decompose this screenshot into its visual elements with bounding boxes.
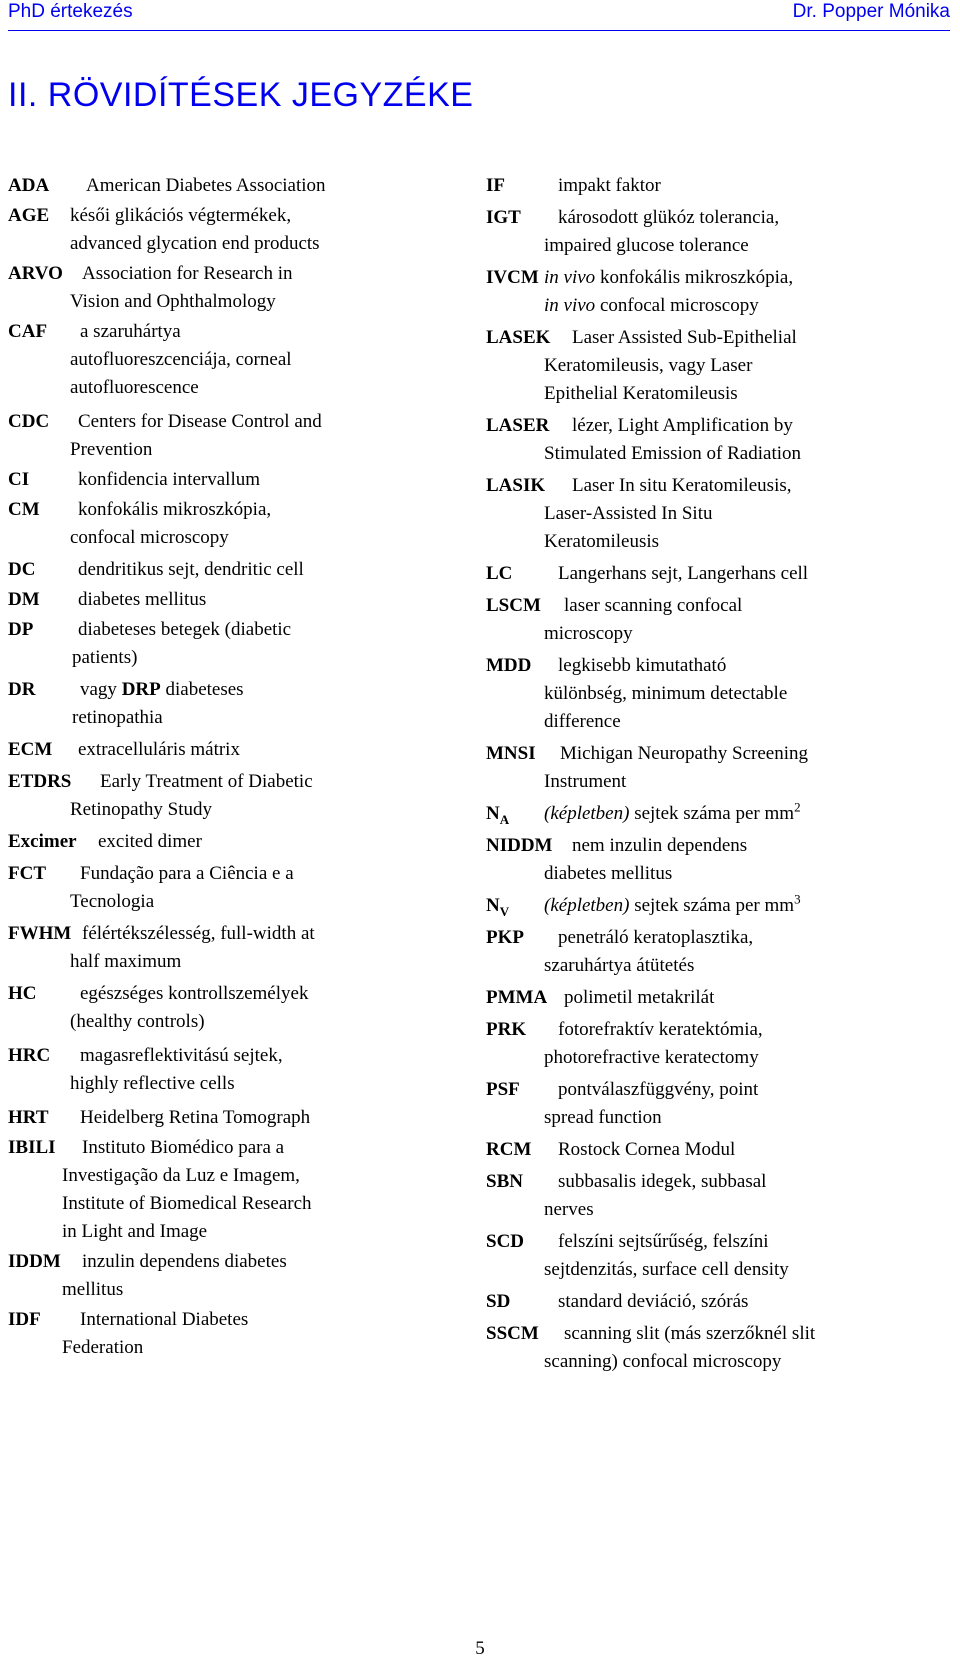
glossary-entry: [486, 832, 952, 888]
glossary-entry: [8, 828, 478, 856]
definition-line: highly reflective cells: [70, 1073, 235, 1094]
right-column: [486, 172, 952, 1380]
entry-abbreviation: PRK: [486, 1016, 530, 1044]
entry-definition: [8, 586, 478, 614]
entry-definition: [8, 616, 478, 672]
definition-line: lézer, Light Amplification by: [572, 415, 793, 436]
entry-abbreviation: IDF: [8, 1306, 45, 1334]
entry-definition: [486, 924, 952, 980]
entry-abbreviation: HRC: [8, 1042, 54, 1070]
entry-definition: [486, 324, 952, 408]
entry-abbreviation: SSCM: [486, 1320, 543, 1348]
entry-abbreviation: SCD: [486, 1228, 528, 1256]
entry-abbreviation: PKP: [486, 924, 528, 952]
entry-abbreviation: PMMA: [486, 984, 551, 1012]
entry-abbreviation: FCT: [8, 860, 50, 888]
superscript: 3: [794, 891, 801, 907]
entry-definition: [8, 1104, 478, 1132]
definition-line: Instituto Biomédico para a: [82, 1137, 285, 1158]
definition-line: konfokális mikroszkópia,: [78, 499, 272, 520]
definition-line: impaired glucose tolerance: [544, 235, 749, 256]
definition-line: patients): [72, 647, 138, 668]
definition-line: sejtdenzitás, surface cell density: [544, 1259, 789, 1280]
entry-abbreviation: LSCM: [486, 592, 545, 620]
glossary-entry: [8, 1248, 478, 1304]
superscript: 2: [794, 799, 801, 815]
entry-abbreviation: LASEK: [486, 324, 554, 352]
definition-line: Rostock Cornea Modul: [558, 1139, 736, 1160]
definition-line: pontválaszfüggvény, point: [558, 1079, 759, 1100]
definition-line: photorefractive keratectomy: [544, 1047, 759, 1068]
abbreviation-subscript: V: [499, 903, 510, 919]
definition-line: advanced glycation end products: [70, 233, 320, 254]
glossary-entry: [8, 616, 478, 672]
definition-line: Federation: [62, 1337, 144, 1358]
entry-definition: [8, 408, 478, 464]
entry-definition: [8, 1042, 478, 1098]
definition-line: Keratomileusis: [544, 531, 660, 552]
entry-definition: [486, 172, 952, 200]
definition-line: szaruhártya átütetés: [544, 955, 695, 976]
entry-abbreviation: NIDDM: [486, 832, 557, 860]
definition-line: félértékszélesség, full-width at: [82, 923, 315, 944]
definition-line: Langerhans sejt, Langerhans cell: [558, 563, 809, 584]
page-number: 5: [475, 1638, 485, 1659]
entry-abbreviation: CM: [8, 496, 44, 524]
glossary-entry: [486, 1288, 952, 1316]
glossary-entry: [486, 740, 952, 796]
glossary-entry: [8, 172, 478, 200]
glossary-entry: [8, 318, 478, 402]
definition-line: spread function: [544, 1107, 662, 1128]
header-left: PhD értekezés: [8, 1, 133, 22]
glossary-entry: [486, 1168, 952, 1224]
definition-line: Early Treatment of Diabetic: [100, 771, 313, 792]
glossary-entry: [8, 860, 478, 916]
glossary-entry: [486, 204, 952, 260]
entry-definition: [8, 1248, 478, 1304]
entry-definition: [486, 1228, 952, 1284]
entry-definition: [8, 556, 478, 584]
definition-line: Fundação para a Ciência e a: [80, 863, 294, 884]
definition-line: konfidencia intervallum: [78, 469, 261, 490]
definition-line: Michigan Neuropathy Screening: [560, 743, 808, 764]
glossary-entry: [8, 768, 478, 824]
definition-line: Laser-Assisted In Situ: [544, 503, 713, 524]
entry-definition: [486, 652, 952, 736]
entry-definition: [486, 1076, 952, 1132]
glossary-entry: [8, 736, 478, 764]
glossary-entry: [8, 1306, 478, 1362]
entry-definition: [8, 466, 478, 494]
entry-abbreviation: $N_V$: [486, 892, 513, 920]
entry-abbreviation: MDD: [486, 652, 535, 680]
entry-abbreviation: ECM: [8, 736, 56, 764]
entry-abbreviation: HRT: [8, 1104, 53, 1132]
glossary-entry: [8, 676, 478, 732]
page-title: II. RÖVIDÍTÉSEK JEGYZÉKE: [8, 76, 474, 114]
abbreviation-subscript: A: [499, 811, 510, 827]
entry-abbreviation: SD: [486, 1288, 514, 1316]
glossary-entry: [8, 496, 478, 552]
definition-line: polimetil metakrilát: [564, 987, 715, 1008]
glossary-entry: [8, 556, 478, 584]
definition-line: nem inzulin dependens: [572, 835, 748, 856]
definition-line: Tecnologia: [70, 891, 155, 912]
definition-line: dendritikus sejt, dendritic cell: [78, 559, 304, 580]
entry-abbreviation: CI: [8, 466, 33, 494]
entry-definition: [486, 740, 952, 796]
definition-line: a szaruhártya: [80, 321, 181, 342]
definition-line: felszíni sejtsűrűség, felszíni: [558, 1231, 769, 1252]
definition-line: diabeteses betegek (diabetic: [78, 619, 292, 640]
entry-definition: [486, 1016, 952, 1072]
definition-line: (képletben) sejtek száma per $mm^2$: [544, 799, 801, 824]
entry-abbreviation: IVCM: [486, 264, 543, 292]
definition-line: penetráló keratoplasztika,: [558, 927, 754, 948]
entry-abbreviation: IGT: [486, 204, 525, 232]
entry-definition: [8, 318, 478, 402]
entry-abbreviation: MNSI: [486, 740, 540, 768]
glossary-entry: [486, 592, 952, 648]
glossary-entry: [486, 652, 952, 736]
entry-abbreviation: SBN: [486, 1168, 527, 1196]
entry-abbreviation: HC: [8, 980, 41, 1008]
glossary-entry: [486, 412, 952, 468]
glossary-entry: [8, 1134, 478, 1246]
definition-line: in vivo confocal microscopy: [544, 295, 759, 316]
entry-definition: [486, 592, 952, 648]
entry-abbreviation: LASER: [486, 412, 553, 440]
glossary-entry: [486, 264, 952, 320]
definition-line: egészséges kontrollszemélyek: [80, 983, 309, 1004]
header-right: Dr. Popper Mónika: [792, 1, 950, 22]
entry-definition: [8, 736, 478, 764]
entry-abbreviation: PSF: [486, 1076, 524, 1104]
entry-definition: [486, 984, 952, 1012]
definition-line: károsodott glükóz tolerancia,: [558, 207, 780, 228]
definition-line: Association for Research in: [82, 263, 293, 284]
definition-line: (healthy controls): [70, 1011, 205, 1032]
entry-definition: [8, 920, 478, 976]
definition-line: nerves: [544, 1199, 594, 1220]
glossary-entry: [486, 1016, 952, 1072]
glossary-entry: [8, 202, 478, 258]
definition-line: impakt faktor: [558, 175, 661, 196]
definition-line: difference: [544, 711, 621, 732]
page-header: [8, 0, 950, 31]
definition-line: autofluorescence: [70, 377, 199, 398]
entry-definition: [486, 204, 952, 260]
entry-definition: [486, 1288, 952, 1316]
entry-definition: [8, 860, 478, 916]
entry-definition: [486, 412, 952, 468]
entry-abbreviation: ARVO: [8, 260, 67, 288]
entry-definition: [486, 264, 952, 320]
glossary-entry: [8, 408, 478, 464]
definition-line: mellitus: [62, 1279, 124, 1300]
entry-definition: [8, 172, 478, 200]
definition-line: Prevention: [70, 439, 153, 460]
definition-line: (képletben) sejtek száma per $mm^3$: [544, 891, 801, 916]
glossary-entry: [486, 1320, 952, 1376]
definition-line: laser scanning confocal: [564, 595, 743, 616]
definition-line: standard deviáció, szórás: [558, 1291, 749, 1312]
definition-line: in vivo konfokális mikroszkópia,: [544, 267, 794, 288]
definition-line: scanning slit (más szerzőknél slit: [564, 1323, 816, 1344]
glossary-entry: [486, 892, 952, 920]
definition-line: vagy DRP diabeteses: [80, 679, 244, 700]
definition-line: autofluoreszcenciája, corneal: [70, 349, 292, 370]
definition-line: Instrument: [544, 771, 627, 792]
glossary-entry: [486, 560, 952, 588]
glossary-entry: [8, 586, 478, 614]
definition-line: half maximum: [70, 951, 182, 972]
entry-definition: [8, 676, 478, 732]
entry-abbreviation: CDC: [8, 408, 53, 436]
definition-line: Vision and Ophthalmology: [70, 291, 276, 312]
definition-line: scanning) confocal microscopy: [544, 1351, 782, 1372]
definition-line: confocal microscopy: [70, 527, 229, 548]
definition-line: Laser Assisted Sub-Epithelial: [572, 327, 797, 348]
glossary-entry: [8, 980, 478, 1036]
definition-line: magasreflektivitású sejtek,: [80, 1045, 283, 1066]
glossary-entry: [486, 324, 952, 408]
entry-definition: [486, 472, 952, 556]
definition-line: microscopy: [544, 623, 633, 644]
definition-line: Centers for Disease Control and: [78, 411, 322, 432]
glossary-entry: [8, 1104, 478, 1132]
entry-definition: [486, 800, 952, 828]
entry-abbreviation: LASIK: [486, 472, 549, 500]
entry-definition: [8, 768, 478, 824]
definition-line: inzulin dependens diabetes: [82, 1251, 287, 1272]
glossary-entry: [486, 172, 952, 200]
entry-abbreviation: RCM: [486, 1136, 535, 1164]
definition-line: Heidelberg Retina Tomograph: [80, 1107, 311, 1128]
entry-definition: [8, 496, 478, 552]
entry-abbreviation: Excimer: [8, 828, 81, 856]
entry-abbreviation: $N_A$: [486, 800, 513, 828]
entry-definition: [8, 980, 478, 1036]
entry-abbreviation: LC: [486, 560, 516, 588]
entry-definition: [486, 560, 952, 588]
entry-definition: [8, 1134, 478, 1246]
glossary-entry: [486, 800, 952, 828]
definition-line: legkisebb kimutatható: [558, 655, 727, 676]
definition-line: Keratomileusis, vagy Laser: [544, 355, 753, 376]
glossary-entry: [486, 984, 952, 1012]
entry-definition: [486, 1136, 952, 1164]
glossary-entry: [486, 1136, 952, 1164]
glossary-entry: [8, 260, 478, 316]
glossary-entry: [8, 1042, 478, 1098]
entry-abbreviation: IBILI: [8, 1134, 60, 1162]
entry-abbreviation: DC: [8, 556, 39, 584]
entry-abbreviation: DP: [8, 616, 37, 644]
glossary-entry: [486, 472, 952, 556]
definition-line: diabetes mellitus: [544, 863, 673, 884]
entry-definition: [486, 1320, 952, 1376]
definition-line: különbség, minimum detectable: [544, 683, 788, 704]
entry-abbreviation: CAF: [8, 318, 51, 346]
entry-abbreviation: ADA: [8, 172, 53, 200]
definition-line: fotorefraktív keratektómia,: [558, 1019, 763, 1040]
entry-definition: [8, 260, 478, 316]
definition-line: Epithelial Keratomileusis: [544, 383, 738, 404]
definition-line: Stimulated Emission of Radiation: [544, 443, 802, 464]
entry-abbreviation: DM: [8, 586, 44, 614]
definition-line: extracelluláris mátrix: [78, 739, 240, 760]
definition-line: excited dimer: [98, 831, 202, 852]
definition-line: Laser In situ Keratomileusis,: [572, 475, 792, 496]
definition-line: in Light and Image: [62, 1221, 208, 1242]
definition-line: American Diabetes Association: [86, 175, 326, 196]
entry-definition: [486, 1168, 952, 1224]
entry-definition: [486, 892, 952, 920]
definition-line: subbasalis idegek, subbasal: [558, 1171, 767, 1192]
glossary-entry: [8, 466, 478, 494]
definition-line: diabetes mellitus: [78, 589, 207, 610]
entry-abbreviation: IF: [486, 172, 509, 200]
entry-abbreviation: DR: [8, 676, 39, 704]
entry-abbreviation: ETDRS: [8, 768, 75, 796]
glossary-entry: [486, 1228, 952, 1284]
glossary-entry: [8, 920, 478, 976]
definition-line: Institute of Biomedical Research: [62, 1193, 312, 1214]
left-column: [8, 172, 478, 1362]
glossary-entry: [486, 1076, 952, 1132]
definition-line: késői glikációs végtermékek,: [70, 205, 292, 226]
definition-line: Investigação da Luz e Imagem,: [62, 1165, 300, 1186]
entry-definition: [8, 202, 478, 258]
definition-line: retinopathia: [72, 707, 163, 728]
definition-line: International Diabetes: [80, 1309, 249, 1330]
entry-abbreviation: IDDM: [8, 1248, 65, 1276]
entry-definition: [8, 1306, 478, 1362]
glossary-entry: [486, 924, 952, 980]
entry-abbreviation: FWHM: [8, 920, 75, 948]
entry-abbreviation: AGE: [8, 202, 53, 230]
definition-line: Retinopathy Study: [70, 799, 212, 820]
